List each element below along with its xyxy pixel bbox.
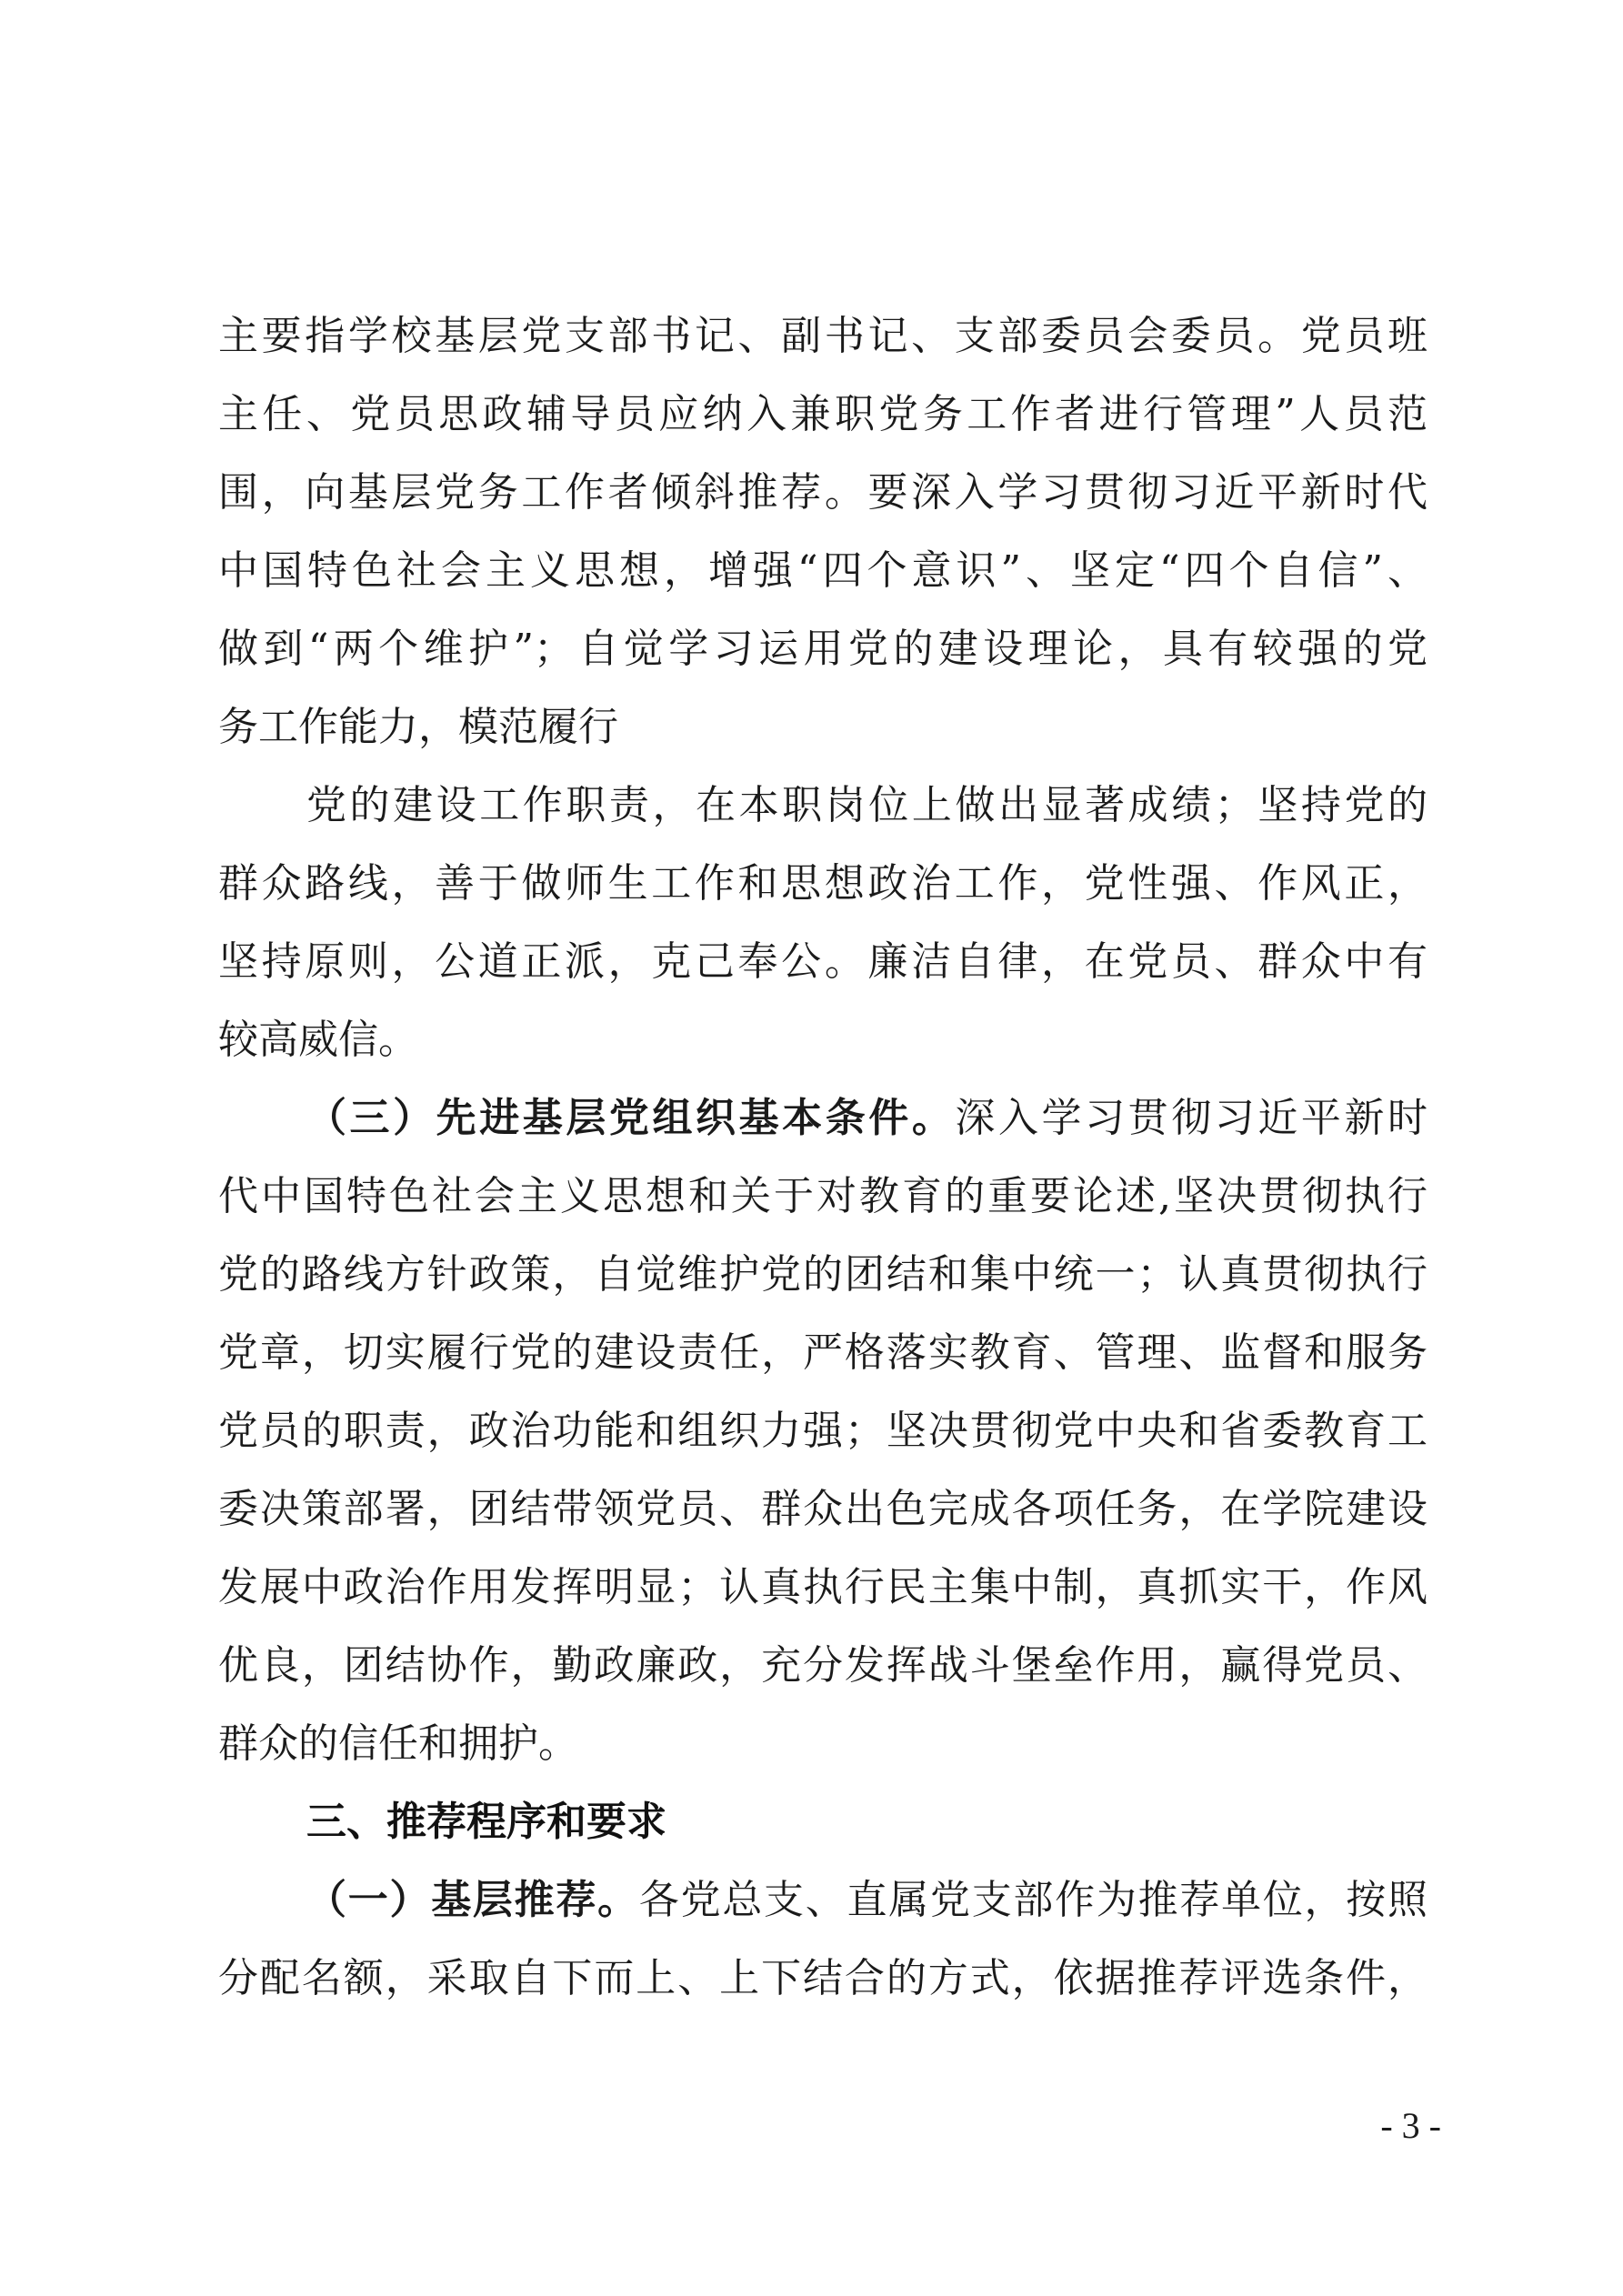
text-line: 较高威信。	[218, 1017, 418, 1063]
text-line: 优良，团结协作，勤政廉政，充分发挥战斗堡垒作用，赢得党员、	[218, 1642, 1428, 1689]
text-line: 群众路线，善于做师生工作和思想政治工作，党性强、作风正，	[218, 860, 1428, 907]
text-span: 深入学习贯彻习近平新时	[955, 1095, 1428, 1141]
section-lead: （三）先进基层党组织基本条件。	[306, 1095, 956, 1141]
page-number: - 3 -	[1380, 2105, 1441, 2146]
text-line: 党章，切实履行党的建设责任，严格落实教育、管理、监督和服务	[218, 1329, 1428, 1376]
text-line: 坚持原则，公道正派，克己奉公。廉洁自律，在党员、群众中有	[218, 938, 1428, 985]
text-line: 做到“两个维护”；自觉学习运用党的建设理论，具有较强的党	[218, 626, 1428, 672]
text-line: 中国特色社会主义思想，增强“四个意识”、坚定“四个自信”、	[218, 547, 1428, 594]
text-span: 各党总支、直属党支部作为推荐单位，按照	[638, 1877, 1428, 1923]
text-line: 务工作能力，模范履行	[218, 704, 618, 750]
text-line: 委决策部署，团结带领党员、群众出色完成各项任务，在学院建设	[218, 1486, 1428, 1532]
text-line: 群众的信任和拥护。	[218, 1720, 578, 1767]
text-line: 党员的职责，政治功能和组织力强；坚决贯彻党中央和省委教育工	[218, 1408, 1428, 1454]
text-line: 分配名额，采取自下而上、上下结合的方式，依据推荐评选条件，	[218, 1955, 1428, 2001]
paragraph-first-line: 党的建设工作职责，在本职岗位上做出显著成绩；坚持党的	[306, 782, 1428, 828]
body-text	[218, 297, 1428, 2018]
paragraph-first-line	[218, 1861, 1428, 1940]
text-line: 围，向基层党务工作者倾斜推荐。要深入学习贯彻习近平新时代	[218, 469, 1428, 516]
text-line: 主要指学校基层党支部书记、副书记、支部委员会委员。党员班	[218, 313, 1428, 359]
text-line: 代中国特色社会主义思想和关于对教育的重要论述,坚决贯彻执行	[218, 1173, 1428, 1219]
section-heading: 三、推荐程序和要求	[306, 1799, 666, 1845]
text-line: 党的路线方针政策，自觉维护党的团结和集中统一；认真贯彻执行	[218, 1251, 1428, 1298]
text-line: 主任、党员思政辅导员应纳入兼职党务工作者进行管理”人员范	[218, 391, 1428, 437]
paragraph-first-line	[218, 1079, 1428, 1158]
section-lead: （一）基层推荐。	[306, 1877, 639, 1923]
text-line: 发展中政治作用发挥明显；认真执行民主集中制，真抓实干，作风	[218, 1564, 1428, 1610]
